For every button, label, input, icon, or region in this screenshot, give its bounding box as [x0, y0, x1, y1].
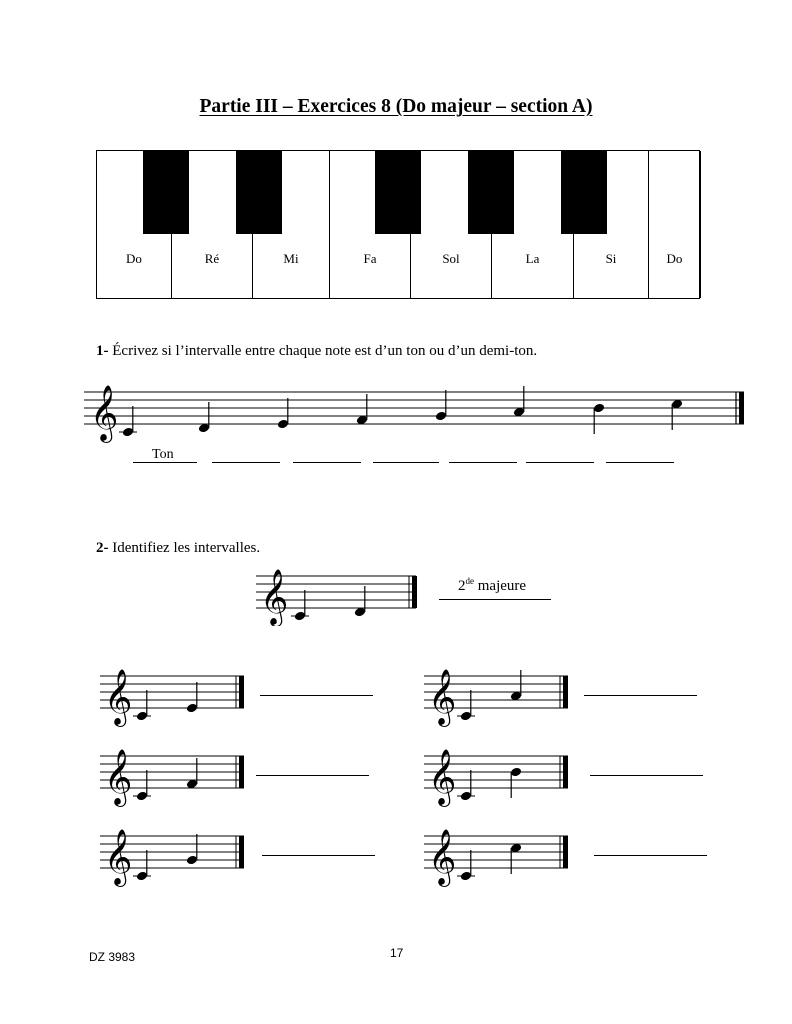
interval-staff-2 — [422, 664, 574, 730]
example-staff — [254, 560, 424, 626]
final-barline — [412, 576, 417, 608]
interval-staff-5 — [98, 824, 250, 890]
answer-line[interactable] — [260, 695, 373, 696]
answer-line[interactable] — [606, 462, 674, 463]
exercise-number: 1- — [96, 343, 109, 359]
interval-staff-6 — [422, 824, 574, 890]
exercise-number: 2- — [96, 540, 109, 556]
black-key — [143, 151, 189, 234]
answer-line[interactable] — [212, 462, 280, 463]
treble-clef-icon: 𝄞 — [90, 385, 119, 441]
answer-line[interactable] — [373, 462, 439, 463]
key-label: Do — [666, 251, 683, 266]
key-label: Mi — [283, 251, 299, 266]
answer-line[interactable] — [590, 775, 703, 776]
answer-line[interactable] — [256, 775, 369, 776]
answer-line[interactable] — [526, 462, 594, 463]
final-barline — [239, 756, 244, 788]
key-label: Ré — [204, 251, 220, 266]
final-barline — [563, 836, 568, 868]
interval-staff-4 — [422, 744, 574, 810]
interval-notes — [133, 682, 198, 721]
answer-line[interactable] — [449, 462, 517, 463]
key-label: Fa — [363, 251, 377, 266]
page-title: Partie III – Exercices 8 (Do majeur – section A) — [199, 96, 593, 117]
footer-code: DZ 3983 — [89, 950, 136, 964]
interval-notes — [457, 843, 522, 882]
final-barline — [563, 756, 568, 788]
page-number: 17 — [390, 946, 404, 960]
piano-keyboard — [96, 150, 700, 299]
final-barline — [563, 676, 568, 708]
instruction-text: Identifiez les intervalles. — [112, 540, 261, 556]
key-label: La — [525, 251, 540, 266]
answer-line[interactable] — [584, 695, 697, 696]
white-key-do-high — [649, 151, 701, 298]
final-barline — [239, 836, 244, 868]
black-key — [468, 151, 514, 234]
treble-clef-icon: 𝄞 — [428, 829, 457, 885]
exercise-1-answer-1[interactable]: Ton — [152, 447, 174, 462]
treble-clef-icon: 𝄞 — [260, 569, 289, 625]
interval-staff-1 — [98, 664, 250, 730]
answer-line[interactable] — [594, 855, 707, 856]
final-barline — [239, 676, 244, 708]
interval-notes — [457, 670, 522, 721]
answer-line[interactable] — [133, 462, 197, 463]
exercise-1-instruction — [96, 343, 537, 360]
answer-line[interactable] — [293, 462, 361, 463]
treble-clef-icon: 𝄞 — [104, 829, 133, 885]
exercise-1-notes — [119, 386, 683, 437]
answer-line — [439, 599, 551, 600]
example-answer-quality: majeure — [477, 578, 527, 594]
instruction-text: Écrivez si l’intervalle entre chaque note est d’un ton ou d’un demi-ton. — [112, 343, 538, 359]
example-answer-ordinal: 2 — [458, 578, 466, 594]
key-label: Do — [126, 251, 142, 266]
treble-clef-icon: 𝄞 — [428, 669, 457, 725]
black-key — [375, 151, 421, 234]
treble-clef-icon: 𝄞 — [428, 749, 457, 805]
example-notes — [291, 586, 366, 621]
treble-clef-icon: 𝄞 — [104, 749, 133, 805]
exercise-1-staff — [80, 376, 752, 446]
black-key — [236, 151, 282, 234]
final-barline — [739, 392, 744, 424]
treble-clef-icon: 𝄞 — [104, 669, 133, 725]
interval-notes — [133, 834, 198, 881]
black-key — [561, 151, 607, 234]
interval-staff-3 — [98, 744, 250, 810]
key-label: Si — [605, 251, 617, 266]
key-label: Sol — [442, 251, 460, 266]
answer-line[interactable] — [262, 855, 375, 856]
example-answer-superscript: de — [465, 576, 474, 586]
example-answer — [458, 576, 526, 595]
exercise-2-instruction — [96, 540, 260, 557]
